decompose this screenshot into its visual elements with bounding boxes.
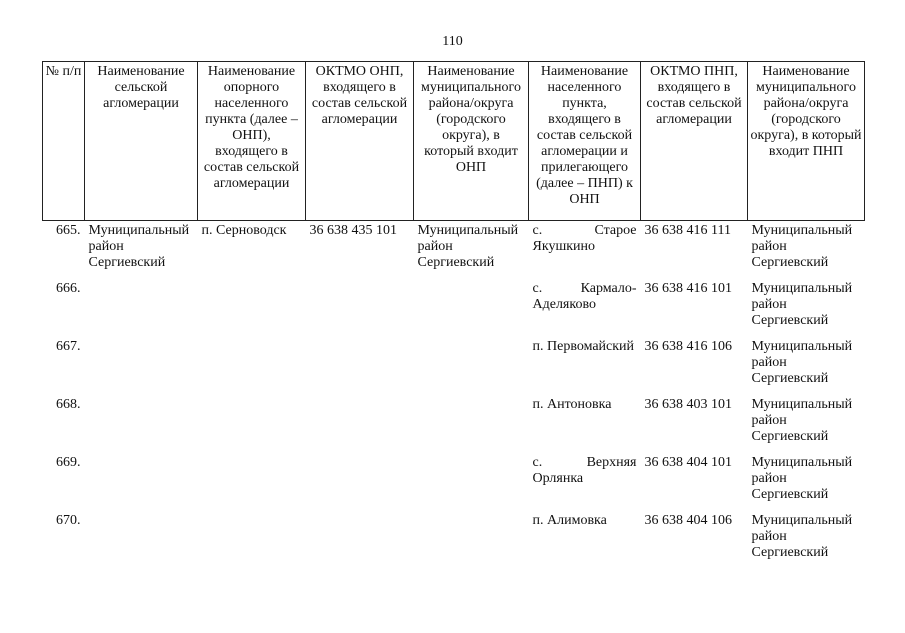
header-onp-district: Наименование муниципального района/округа (городского округа), в который входит ОНП (414, 62, 529, 221)
pnp-district: Муниципальный район Сергиевский (751, 339, 853, 386)
table-row (43, 337, 865, 395)
header-pnp-district: Наименование муниципального района/округа (городского округа), в который входит ПНП (748, 62, 865, 221)
onp-district: Муниципальный район Сергиевский (417, 223, 519, 270)
pnp-name: п. Антоновка (532, 397, 612, 412)
agglomeration-name (85, 453, 198, 511)
onp-oktmo (306, 279, 414, 337)
pnp-district: Муниципальный район Сергиевский (751, 281, 853, 328)
agglomeration-table (42, 61, 865, 569)
page-number: 110 (442, 34, 463, 49)
onp-name (198, 395, 306, 453)
onp-oktmo (306, 511, 414, 569)
onp-name: п. Серноводск (201, 223, 287, 238)
pnp-name: п. Первомайский (532, 339, 635, 354)
pnp-district: Муниципальный район Сергиевский (751, 397, 853, 444)
row-number: 669. (56, 455, 81, 470)
onp-district (414, 395, 529, 453)
pnp-name: с. Верхняя Орлянка (532, 455, 637, 486)
onp-district (414, 337, 529, 395)
onp-name (198, 279, 306, 337)
agglomeration-name (85, 395, 198, 453)
onp-name (198, 453, 306, 511)
pnp-oktmo: 36 638 404 101 (644, 455, 732, 470)
pnp-oktmo: 36 638 416 106 (644, 339, 732, 354)
table-row (43, 511, 865, 569)
onp-name (198, 337, 306, 395)
row-number: 665. (56, 223, 81, 238)
row-number: 666. (56, 281, 81, 296)
pnp-oktmo: 36 638 416 101 (644, 281, 732, 296)
row-number: 670. (56, 513, 81, 528)
agglomeration-name: Муниципальный район Сергиевский (88, 223, 190, 270)
header-onp: Наименование опорного населенного пункта (далее – ОНП), входящего в состав сельской агломерации (198, 62, 306, 221)
pnp-oktmo: 36 638 416 111 (644, 223, 731, 238)
pnp-name: с. Кармало-Аделяково (532, 281, 637, 312)
row-number: 668. (56, 397, 81, 412)
onp-oktmo: 36 638 435 101 (309, 223, 397, 238)
onp-oktmo (306, 337, 414, 395)
header-pnp-oktmo: ОКТМО ПНП, входящего в состав сельской агломерации (641, 62, 748, 221)
agglomeration-name (85, 337, 198, 395)
onp-district (414, 279, 529, 337)
pnp-name: п. Алимовка (532, 513, 607, 528)
pnp-district: Муниципальный район Сергиевский (751, 223, 853, 270)
table-row (43, 221, 865, 280)
table-row (43, 453, 865, 511)
header-agglomeration: Наименование сельской агломерации (85, 62, 198, 221)
onp-name (198, 511, 306, 569)
onp-oktmo (306, 453, 414, 511)
header-onp-oktmo: ОКТМО ОНП, входящего в состав сельской агломерации (306, 62, 414, 221)
pnp-oktmo: 36 638 404 106 (644, 513, 732, 528)
table-row (43, 279, 865, 337)
pnp-district: Муниципальный район Сергиевский (751, 455, 853, 502)
header-pnp: Наименование населенного пункта, входящего в состав сельской агломерации и прилегающего (далее – ПНП) к ОНП (529, 62, 641, 221)
agglomeration-name (85, 511, 198, 569)
onp-oktmo (306, 395, 414, 453)
table-row (43, 395, 865, 453)
table-header-row (43, 62, 865, 221)
pnp-oktmo: 36 638 403 101 (644, 397, 732, 412)
agglomeration-name (85, 279, 198, 337)
pnp-name: с. Старое Якушкино (532, 223, 637, 254)
pnp-district: Муниципальный район Сергиевский (751, 513, 853, 560)
header-num: № п/п (43, 62, 85, 221)
onp-district (414, 511, 529, 569)
row-number: 667. (56, 339, 81, 354)
onp-district (414, 453, 529, 511)
